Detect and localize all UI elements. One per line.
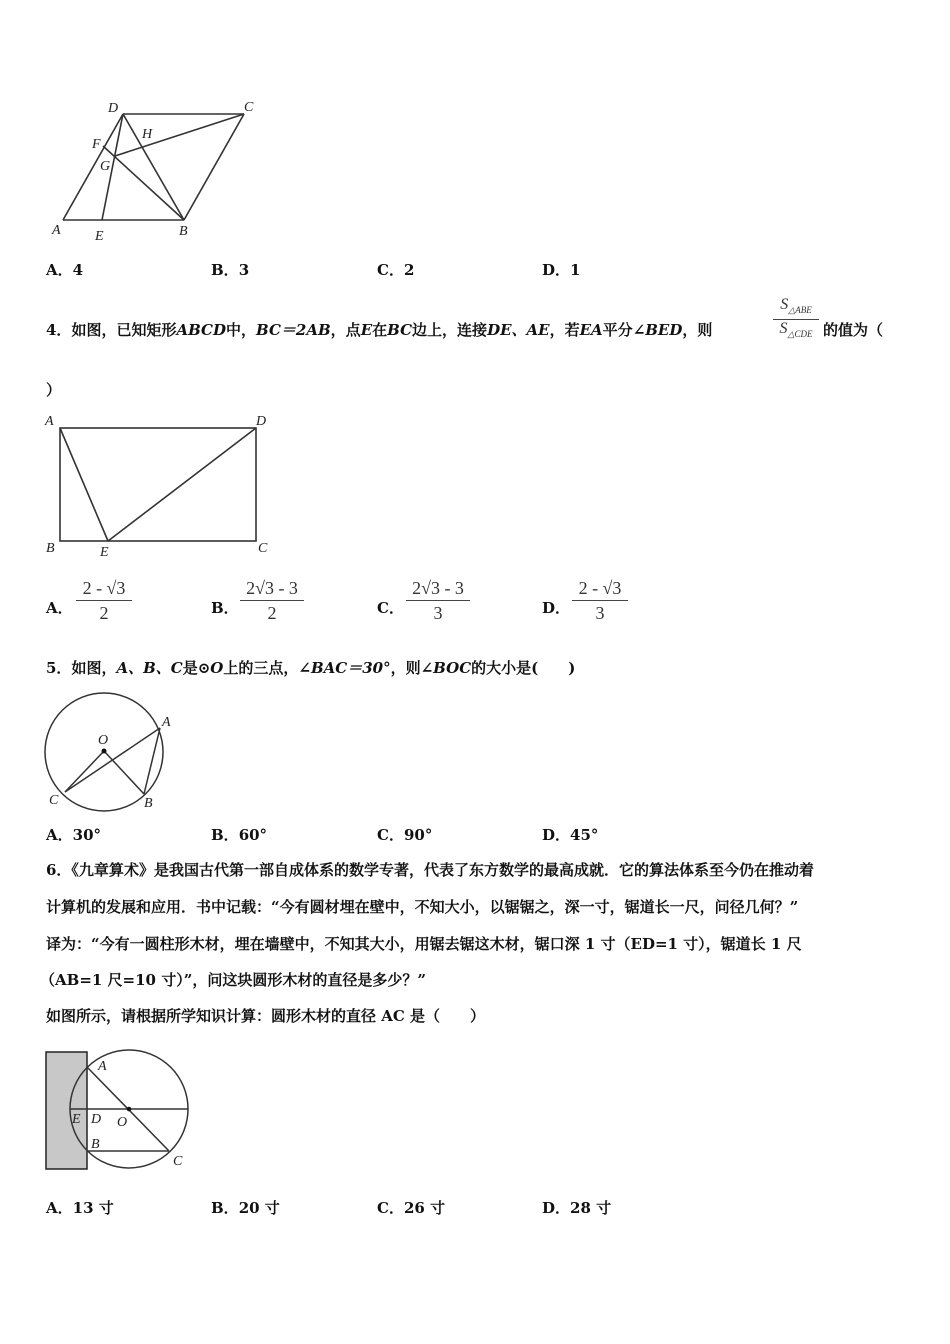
q3-label-G: G [100,159,111,174]
q3-label-B: B [179,224,188,239]
q6-label-O: O [117,1115,128,1130]
q4-option-b[interactable]: B． [211,599,239,617]
q4-option-c-fraction: $\frac{2√3 - 3}{3}$ [406,576,470,625]
q4-option-b-fraction: $\frac{2√3 - 3}{2}$ [240,576,304,625]
q5-figure [40,690,180,815]
q6-line-5: 如图所示，请根据所学知识计算：圆形木材的直径 AC 是（ ） [46,1007,486,1025]
q3-label-A: A [52,223,61,238]
q6-figure [40,1045,200,1175]
q3-label-E: E [95,229,104,244]
q4-option-a[interactable]: A． [46,599,73,617]
q3-option-c[interactable]: C．2 [377,261,415,279]
q6-line-3: 译为：“今有一圆柱形木材，埋在墙壁中，不知其大小，用锯去锯这木材，锯口深 1 寸（ED=1 寸），锯道长 1 尺 [46,935,802,953]
q6-line-2: 计算机的发展和应用．书中记载：“今有圆材埋在壁中，不知大小，以锯锯之，深一寸，锯道长一尺，问径几何？” [46,898,799,916]
q5-label-B: B [144,796,153,811]
q4-area-ratio-fraction: $S_{\triangle ABE}$ $S_{\triangle CDE}$ [773,296,819,343]
q4-figure [40,405,280,565]
q5-label-C: C [49,793,59,808]
q5-option-d[interactable]: D．45° [542,826,599,844]
q5-label-O: O [98,733,109,748]
q4-label-B: B [46,541,55,556]
q5-label-A: A [162,715,171,730]
q5-question-text: 5．如图，A、B、C是⊙O上的三点，∠BAC＝30°，则∠BOC的大小是( ) [46,659,576,677]
q3-figure [40,90,270,250]
q5-option-b[interactable]: B．60° [211,826,268,844]
q4-option-c[interactable]: C． [377,599,404,617]
q4-label-A: A [45,414,54,429]
q4-option-d[interactable]: D． [542,599,571,617]
q6-label-C: C [173,1154,183,1169]
q4-question-text-end: 的值为（ [823,321,884,339]
q3-label-F: F [92,137,101,152]
q6-label-A: A [98,1059,107,1074]
q6-option-a[interactable]: A．13 寸 [46,1199,114,1217]
q6-label-D: D [91,1112,102,1127]
q3-option-b[interactable]: B．3 [211,261,250,279]
q6-line-1: 6．《九章算术》是我国古代第一部自成体系的数学专著，代表了东方数学的最高成就．它的算法体系至今仍在推动着 [46,861,814,879]
q6-option-c[interactable]: C．26 寸 [377,1199,446,1217]
q4-option-a-fraction: $\frac{2 - √3}{2}$ [76,576,132,625]
q5-option-c[interactable]: C．90° [377,826,433,844]
q4-label-D: D [256,414,267,429]
q3-option-a[interactable]: A．4 [46,261,84,279]
q6-option-b[interactable]: B．20 寸 [211,1199,280,1217]
q4-label-E: E [100,545,109,560]
q3-label-C: C [244,100,254,115]
q4-question-text: 4．如图，已知矩形ABCD中，BC＝2AB，点E在BC边上，连接DE、AE，若EA平分∠BED，则 [46,321,713,339]
q3-label-H: H [142,127,153,142]
q5-option-a[interactable]: A．30° [46,826,102,844]
q3-label-D: D [108,101,119,116]
q4-closing-paren: ） [46,381,62,399]
q6-line-4: （AB=1 尺=10 寸）”，问这块圆形木材的直径是多少？” [40,971,426,989]
q6-label-B: B [91,1137,100,1152]
q3-option-d[interactable]: D．1 [542,261,581,279]
q4-label-C: C [258,541,268,556]
q4-option-d-fraction: $\frac{2 - √3}{3}$ [572,576,628,625]
q6-label-E: E [72,1112,81,1127]
q6-option-d[interactable]: D．28 寸 [542,1199,612,1217]
